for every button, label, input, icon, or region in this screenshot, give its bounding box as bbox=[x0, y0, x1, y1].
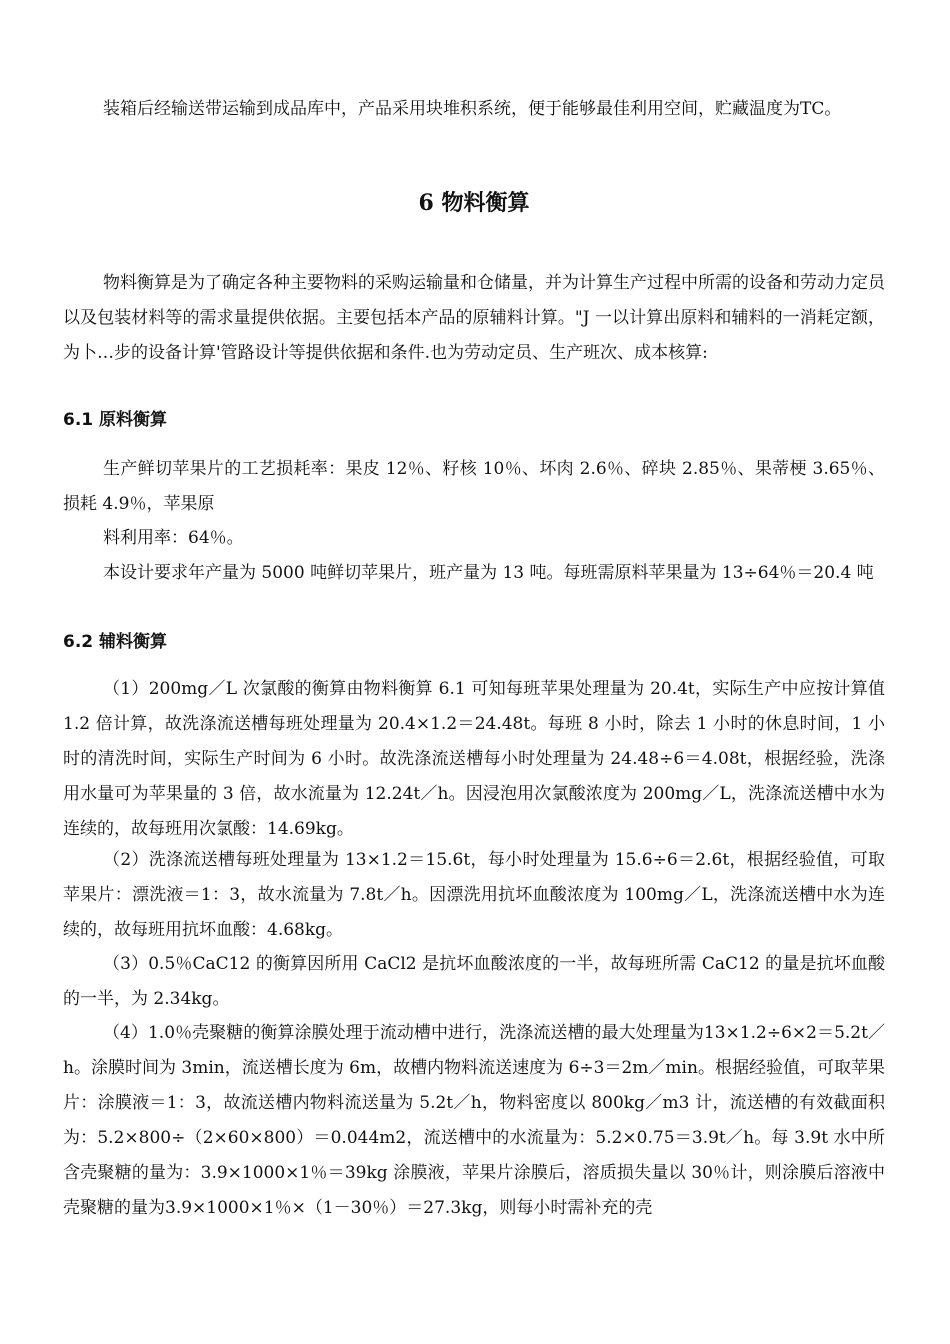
section-6-1-paragraph-c: 本设计要求年产量为 5000 吨鲜切苹果片，班产量为 13 吨。每班需原料苹果量为 13÷64％＝20.4 吨 bbox=[103, 563, 874, 583]
section-6-body: 物料衡算是为了确定各种主要物料的采购运输量和仓储量，并为计算生产过程中所需的设备和劳动力定员以及包装材料等的需求量提供依据。主要包括本产品的原辅料计算。"J 一以计算出原料和辅料的一消耗定额，为卜…步的设备计算'管路设计等提供依据和条件.也为劳动定员、生产班次、成本核算: bbox=[63, 273, 885, 363]
section-6-1-paragraph-b: 料利用率：64％。 bbox=[103, 528, 244, 548]
section-6-2-item-3: （3）0.5％CaC12 的衡算因所用 CaCl2 是抗坏血酸浓度的一半，故每班所需 CaC12 的量是抗坏血酸的一半，为 2.34kg。 bbox=[63, 954, 885, 1009]
section-6-2-title: 6.2 辅料衡算 bbox=[63, 632, 168, 652]
section-6-2-item-1: （1）200mg／L 次氯酸的衡算由物料衡算 6.1 可知每班苹果处理量为 20.4t，实际生产中应按计算值 1.2 倍计算，故洗涤流送槽每班处理量为 20.4×1.2＝24.48t。每班 8 小时，除去 1 小时的休息时间，1 小时的清洗时间，实际生产时间为 6 小时。故洗涤流送槽每小时处理量为 24.48÷6＝4.08t，根据经验，洗涤用水量可为苹果量的 3 倍，故水流量为 12.24t／h。因浸泡用次氯酸浓度为 200mg／L，洗涤流送槽中水为连续的，故每班用次氯酸：14.69kg。 bbox=[63, 679, 885, 839]
section-6-1-title: 6.1 原料衡算 bbox=[63, 410, 168, 430]
section-6-title: 6 物料衡算 bbox=[418, 190, 530, 216]
section-6-2-item-4: （4）1.0％壳聚糖的衡算涂膜处理于流动槽中进行，洗涤流送槽的最大处理量为13×1.2÷6×2＝5.2t／h。涂膜时间为 3min，流送槽长度为 6m，故槽内物料流送速度为 6÷3＝2m／min。根据经验值，可取苹果片：涂膜液＝1：3，故流送槽内物料流送量为 5.2t／h，物料密度以 800kg／m3 计，流送槽的有效截面积为：5.2×800÷（2×60×800）＝0.044m2，流送槽中的水流量为：5.2×0.75＝3.9t／h。每 3.9t 水中所含壳聚糖的量为：3.9×1000×1％＝39kg 涂膜液，苹果片涂膜后，溶质损失量以 30％计，则涂膜后溶液中壳聚糖的量为3.9×1000×1％×（1－30％）＝27.3kg，则每小时需补充的壳 bbox=[63, 1023, 885, 1218]
intro-paragraph: 装箱后经输送带运输到成品库中，产品采用块堆积系统，便于能够最佳利用空间，贮藏温度为TC。 bbox=[103, 99, 842, 119]
section-6-2-item-2: （2）洗涤流送槽每班处理量为 13×1.2＝15.6t，每小时处理量为 15.6÷6＝2.6t，根据经验值，可取苹果片：漂洗液＝1：3，故水流量为 7.8t／h。因漂洗用抗坏血酸浓度为 100mg／L，洗涤流送槽中水为连续的，故每班用抗坏血酸：4.68kg。 bbox=[63, 850, 885, 940]
section-6-1-paragraph-a: 生产鲜切苹果片的工艺损耗率：果皮 12％、籽核 10％、坏肉 2.6％、碎块 2.85％、果蒂梗 3.65％、损耗 4.9％，苹果原 bbox=[63, 459, 885, 514]
